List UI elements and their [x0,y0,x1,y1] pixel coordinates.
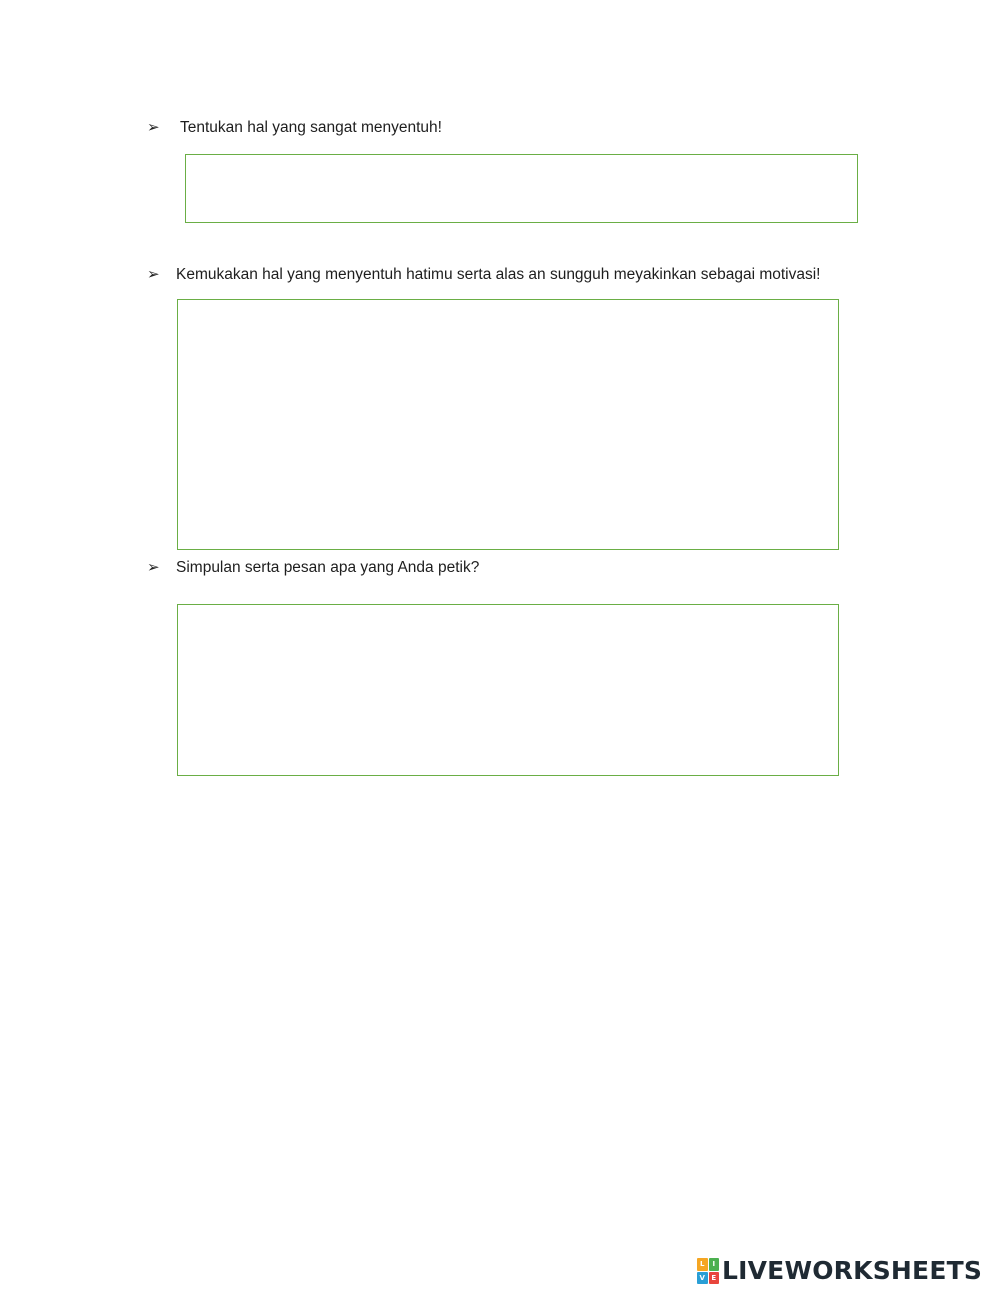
answer-box-1[interactable] [185,154,858,223]
question-1-text: Tentukan hal yang sangat menyentuh! [180,119,442,136]
liveworksheets-logo [697,1256,982,1286]
bullet-arrow-icon: ➢ [147,266,160,283]
logo-block-i: I [709,1258,720,1271]
question-2-text: Kemukakan hal yang menyentuh hatimu serta alas an sungguh meyakinkan sebagai motivasi! [176,266,821,283]
logo-block-v: V [697,1272,708,1285]
logo-block-l: L [697,1258,708,1271]
bullet-arrow-icon: ➢ [147,559,160,576]
question-3-text: Simpulan serta pesan apa yang Anda petik? [176,559,480,576]
bullet-arrow-icon: ➢ [147,119,160,136]
logo-blocks-icon [697,1258,719,1284]
answer-box-2[interactable] [177,299,839,550]
logo-text: LIVEWORKSHEETS [722,1256,983,1285]
logo-block-e: E [709,1272,720,1285]
answer-box-3[interactable] [177,604,839,776]
